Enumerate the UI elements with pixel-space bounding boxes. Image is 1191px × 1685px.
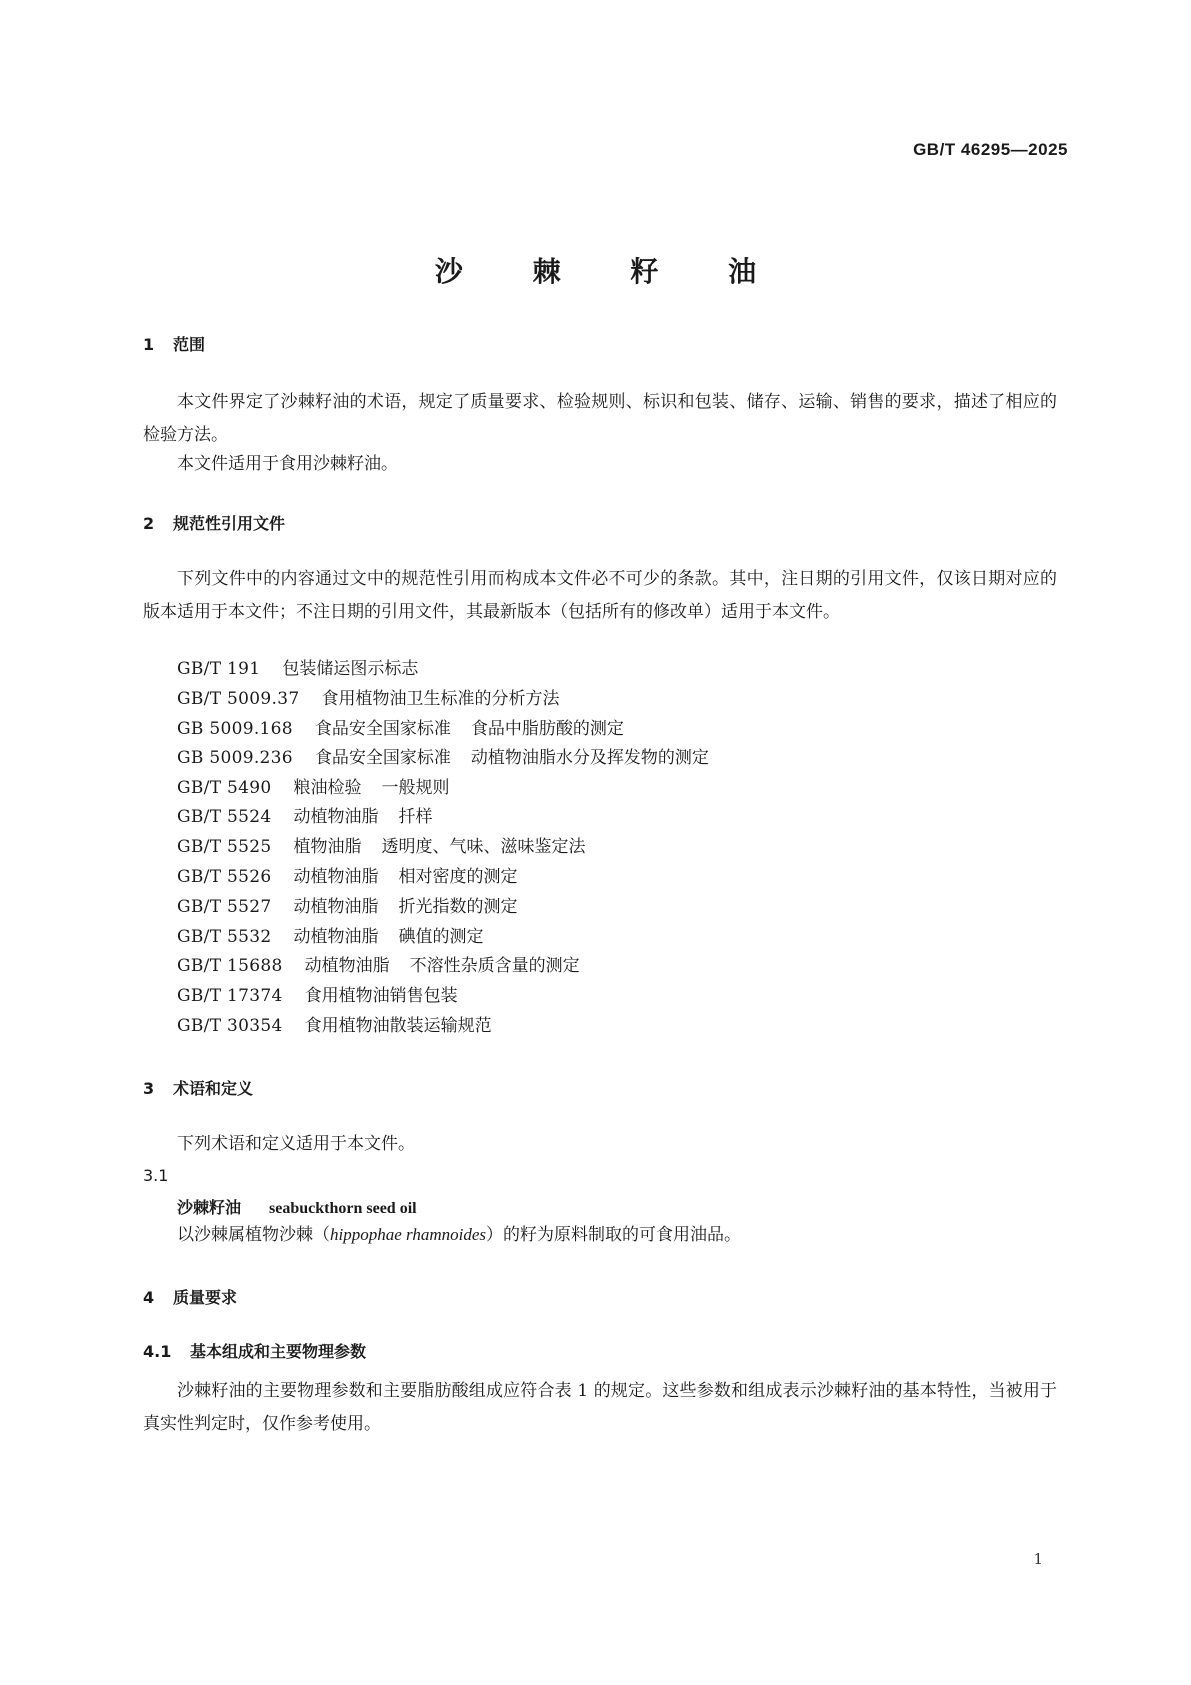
reference-code: GB/T 191: [177, 659, 261, 679]
reference-title: 食用植物油卫生标准的分析方法: [321, 689, 560, 709]
reference-code: GB 5009.236: [177, 748, 293, 768]
section-2-heading: [143, 511, 285, 534]
page-number: 1: [1033, 1550, 1043, 1568]
subsection-title: 基本组成和主要物理参数: [190, 1342, 367, 1361]
reference-title: 植物油脂: [293, 837, 362, 857]
reference-title: 动植物油脂: [293, 807, 379, 827]
term-name-chinese: 沙棘籽油: [177, 1198, 242, 1217]
section-4-paragraph-1: 沙棘籽油的主要物理参数和主要脂肪酸组成应符合表 1 的规定。这些参数和组成表示沙棘籽油的基本特性，当被用于真实性判定时，仅作参考使用。: [143, 1381, 1057, 1434]
reference-subtitle: 食品中脂肪酸的测定: [470, 719, 624, 739]
reference-subtitle: 相对密度的测定: [398, 867, 518, 887]
section-title: 规范性引用文件: [173, 514, 286, 533]
reference-item: [177, 922, 484, 952]
reference-code: GB/T 5526: [177, 867, 272, 887]
reference-item: [177, 981, 458, 1011]
section-number: 3: [143, 1079, 155, 1098]
reference-code: GB/T 5009.37: [177, 689, 300, 709]
section-4-heading: [143, 1285, 237, 1308]
reference-title: 粮油检验: [293, 778, 362, 798]
reference-title: 食用植物油销售包装: [304, 986, 458, 1006]
reference-code: GB/T 15688: [177, 956, 283, 976]
reference-title: 食品安全国家标准: [314, 748, 451, 768]
reference-item: [177, 951, 580, 981]
definition-text: ）的籽为原料制取的可食用油品。: [486, 1225, 741, 1245]
reference-item: [177, 654, 418, 684]
reference-code: GB/T 5527: [177, 897, 272, 917]
section-title: 术语和定义: [173, 1079, 254, 1098]
reference-subtitle: 扦样: [398, 807, 433, 827]
reference-subtitle: 碘值的测定: [398, 927, 484, 947]
reference-item: [177, 773, 450, 803]
definition-text: 以沙棘属植物沙棘（: [177, 1225, 330, 1245]
reference-subtitle: 折光指数的测定: [398, 897, 518, 917]
reference-code: GB/T 5532: [177, 927, 272, 947]
term-name-english: seabuckthorn seed oil: [269, 1200, 417, 1217]
reference-subtitle: 一般规则: [381, 778, 450, 798]
document-code: GB/T 46295—2025: [913, 140, 1068, 159]
section-3-paragraph-1: 下列术语和定义适用于本文件。: [177, 1134, 415, 1154]
reference-item: [177, 684, 559, 714]
section-1-heading: [143, 332, 205, 355]
subsection-number: 4.1: [143, 1342, 172, 1361]
reference-title: 包装储运图示标志: [282, 659, 419, 679]
section-number: 4: [143, 1288, 155, 1307]
reference-subtitle: 不溶性杂质含量的测定: [409, 956, 580, 976]
reference-item: [177, 714, 624, 744]
section-number: 1: [143, 335, 155, 354]
reference-item: [177, 743, 709, 773]
reference-item: [177, 832, 586, 862]
document-title: 沙 棘 籽 油: [434, 255, 787, 288]
section-1-paragraph-2: 本文件适用于食用沙棘籽油。: [177, 454, 398, 474]
subsection-4-1-heading: [143, 1339, 366, 1362]
reference-item: [177, 802, 433, 832]
reference-item: [177, 1011, 492, 1041]
reference-item: [177, 892, 518, 922]
latin-name: hippophae rhamnoides: [330, 1225, 486, 1244]
reference-code: GB/T 30354: [177, 1016, 283, 1036]
term-number: 3.1: [143, 1166, 169, 1185]
reference-title: 动植物油脂: [293, 927, 379, 947]
reference-subtitle: 动植物油脂水分及挥发物的测定: [470, 748, 709, 768]
section-title: 范围: [173, 335, 206, 354]
reference-title: 动植物油脂: [293, 897, 379, 917]
reference-code: GB/T 5490: [177, 778, 272, 798]
section-3-heading: [143, 1076, 253, 1099]
section-2-paragraph-1: 下列文件中的内容通过文中的规范性引用而构成本文件必不可少的条款。其中，注日期的引用文件，仅该日期对应的版本适用于本文件；不注日期的引用文件，其最新版本（包括所有的修改单）适用于本文件。: [143, 569, 1057, 622]
reference-code: GB/T 5525: [177, 837, 272, 857]
reference-title: 动植物油脂: [293, 867, 379, 887]
term-definition: [177, 1220, 741, 1250]
section-number: 2: [143, 514, 155, 533]
reference-code: GB 5009.168: [177, 719, 293, 739]
reference-code: GB/T 5524: [177, 807, 272, 827]
reference-title: 动植物油脂: [304, 956, 390, 976]
section-title: 质量要求: [173, 1288, 238, 1307]
reference-title: 食品安全国家标准: [314, 719, 451, 739]
section-1-paragraph-1: 本文件界定了沙棘籽油的术语，规定了质量要求、检验规则、标识和包装、储存、运输、销售的要求，描述了相应的检验方法。: [143, 392, 1057, 445]
reference-item: [177, 862, 518, 892]
reference-subtitle: 透明度、气味、滋味鉴定法: [381, 837, 586, 857]
reference-code: GB/T 17374: [177, 986, 283, 1006]
term-name: [177, 1195, 417, 1218]
reference-title: 食用植物油散装运输规范: [304, 1016, 492, 1036]
